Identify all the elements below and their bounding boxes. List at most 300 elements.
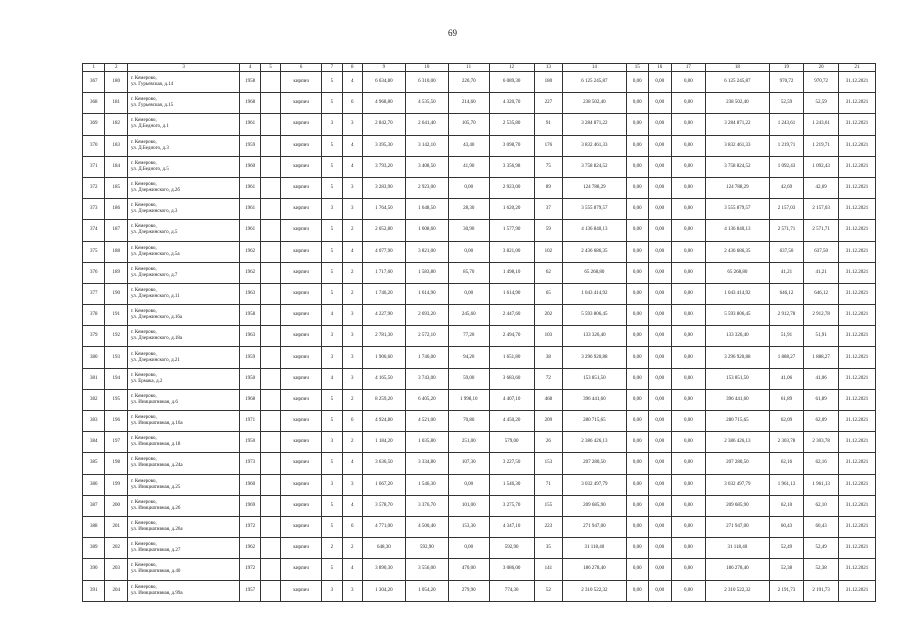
total-cost: 207 280,50 bbox=[706, 453, 769, 474]
row-index: 383 bbox=[83, 411, 105, 432]
build-year: 1968 bbox=[240, 389, 260, 410]
cost-col-16: 0,00 bbox=[649, 559, 671, 580]
row-index: 367 bbox=[83, 72, 105, 93]
table-row bbox=[83, 368, 876, 389]
entrances-count: 3 bbox=[342, 305, 362, 326]
deadline-date: 31.12.2021 bbox=[839, 93, 876, 114]
address-street: ул. Дзержинского, д.3 bbox=[130, 209, 178, 215]
total-cost: 3 284 871,22 bbox=[706, 114, 769, 135]
cost-col-17: 0,00 bbox=[671, 347, 706, 368]
nonresidential-area: 85,70 bbox=[448, 262, 489, 283]
premises-area: 4 500,40 bbox=[405, 516, 448, 537]
unit-cost: 41,06 bbox=[769, 368, 804, 389]
column-number-header: 12 bbox=[489, 64, 534, 72]
premises-area: 6 310,00 bbox=[405, 72, 448, 93]
residential-area: 2 494,70 bbox=[489, 326, 534, 347]
address-street: ул. Гурьевская, д.14 bbox=[130, 82, 174, 88]
table-row bbox=[83, 580, 876, 601]
max-unit-cost: 51,91 bbox=[804, 326, 839, 347]
residents-count: 26 bbox=[534, 432, 563, 453]
build-year: 1963 bbox=[240, 283, 260, 304]
build-year: 1971 bbox=[240, 411, 260, 432]
wall-material: кирпич bbox=[281, 432, 322, 453]
entrances-count: 2 bbox=[342, 283, 362, 304]
nonresidential-area: 1 998,10 bbox=[448, 389, 489, 410]
deadline-date: 31.12.2021 bbox=[839, 495, 876, 516]
repair-cost: 238 502,40 bbox=[563, 93, 626, 114]
residential-area: 2 923,00 bbox=[489, 177, 534, 198]
table-row bbox=[83, 135, 876, 156]
entrances-count: 3 bbox=[342, 474, 362, 495]
column-number-header: 7 bbox=[322, 64, 342, 72]
unit-cost: 42,69 bbox=[769, 177, 804, 198]
cost-col-17: 0,00 bbox=[671, 516, 706, 537]
total-cost: 31 118,40 bbox=[706, 538, 769, 559]
premises-area: 3 376,70 bbox=[405, 495, 448, 516]
address-city: г. Кемерово, bbox=[130, 563, 157, 569]
unit-cost: 1 961,13 bbox=[769, 474, 804, 495]
address-street: ул. Д.Бедного, д.3 bbox=[130, 145, 169, 151]
cost-col-16: 0,00 bbox=[649, 283, 671, 304]
cost-col-15: 0,00 bbox=[626, 177, 648, 198]
building-id: 187 bbox=[105, 220, 127, 241]
nonresidential-area: 94,20 bbox=[448, 347, 489, 368]
build-year: 1969 bbox=[240, 495, 260, 516]
building-id: 202 bbox=[105, 538, 127, 559]
residents-count: 223 bbox=[534, 516, 563, 537]
entrances-count: 3 bbox=[342, 199, 362, 220]
unit-cost: 51,91 bbox=[769, 326, 804, 347]
entrances-count: 2 bbox=[342, 432, 362, 453]
total-area: 3 890,30 bbox=[362, 559, 405, 580]
column-number-header: 13 bbox=[534, 64, 563, 72]
total-area: 1 746,20 bbox=[362, 283, 405, 304]
total-area: 4 968,80 bbox=[362, 93, 405, 114]
column-number-header: 1 bbox=[83, 64, 105, 72]
cost-col-15: 0,00 bbox=[626, 199, 648, 220]
deadline-date: 31.12.2021 bbox=[839, 453, 876, 474]
cost-col-17: 0,00 bbox=[671, 114, 706, 135]
residents-count: 180 bbox=[534, 72, 563, 93]
entrances-count: 3 bbox=[342, 114, 362, 135]
nonresidential-area: 0,00 bbox=[448, 474, 489, 495]
cost-col-17: 0,00 bbox=[671, 177, 706, 198]
repair-cost: 207 280,50 bbox=[563, 453, 626, 474]
address-cell bbox=[127, 347, 239, 368]
address-street: ул. Инициативная, д.40 bbox=[130, 569, 181, 575]
nonresidential-area: 214,60 bbox=[448, 93, 489, 114]
residential-area: 3 227,50 bbox=[489, 453, 534, 474]
total-area: 4 924,80 bbox=[362, 411, 405, 432]
row-index: 387 bbox=[83, 495, 105, 516]
cost-col-16: 0,00 bbox=[649, 220, 671, 241]
total-cost: 271 947,00 bbox=[706, 516, 769, 537]
total-area: 2 842,70 bbox=[362, 114, 405, 135]
deadline-date: 31.12.2021 bbox=[839, 326, 876, 347]
table-row bbox=[83, 93, 876, 114]
building-id: 192 bbox=[105, 326, 127, 347]
address-city: г. Кемерово, bbox=[130, 203, 157, 209]
blank-cell bbox=[260, 347, 280, 368]
residents-count: 62 bbox=[534, 262, 563, 283]
repair-cost: 1 043 414,92 bbox=[563, 283, 626, 304]
floors-count: 5 bbox=[322, 72, 342, 93]
total-area: 3 793,20 bbox=[362, 156, 405, 177]
entrances-count: 3 bbox=[342, 326, 362, 347]
build-year: 1962 bbox=[240, 262, 260, 283]
total-cost: 2 310 522,32 bbox=[706, 580, 769, 601]
address-cell bbox=[127, 368, 239, 389]
table-row bbox=[83, 411, 876, 432]
wall-material: кирпич bbox=[281, 156, 322, 177]
max-unit-cost: 2 912,78 bbox=[804, 305, 839, 326]
cost-col-15: 0,00 bbox=[626, 135, 648, 156]
repair-cost: 4 136 840,13 bbox=[563, 220, 626, 241]
entrances-count: 3 bbox=[342, 177, 362, 198]
cost-col-15: 0,00 bbox=[626, 580, 648, 601]
repair-cost: 65 268,80 bbox=[563, 262, 626, 283]
address-city: г. Кемерово, bbox=[130, 287, 157, 293]
nonresidential-area: 28,30 bbox=[448, 199, 489, 220]
wall-material: кирпич bbox=[281, 559, 322, 580]
deadline-date: 31.12.2021 bbox=[839, 283, 876, 304]
deadline-date: 31.12.2021 bbox=[839, 135, 876, 156]
address-cell bbox=[127, 432, 239, 453]
column-number-header: 11 bbox=[448, 64, 489, 72]
entrances-count: 3 bbox=[342, 347, 362, 368]
cost-col-15: 0,00 bbox=[626, 495, 648, 516]
premises-area: 1 648,50 bbox=[405, 199, 448, 220]
build-year: 1960 bbox=[240, 156, 260, 177]
floors-count: 5 bbox=[322, 453, 342, 474]
total-cost: 4 136 840,13 bbox=[706, 220, 769, 241]
address-cell bbox=[127, 241, 239, 262]
max-unit-cost: 2 303,78 bbox=[804, 432, 839, 453]
address-city: г. Кемерово, bbox=[130, 584, 157, 590]
premises-area: 1 035,80 bbox=[405, 432, 448, 453]
deadline-date: 31.12.2021 bbox=[839, 368, 876, 389]
residential-area: 3 683,60 bbox=[489, 368, 534, 389]
build-year: 1963 bbox=[240, 326, 260, 347]
build-year: 1950 bbox=[240, 432, 260, 453]
repair-cost: 5 593 806,45 bbox=[563, 305, 626, 326]
blank-cell bbox=[260, 495, 280, 516]
building-id: 189 bbox=[105, 262, 127, 283]
floors-count: 5 bbox=[322, 220, 342, 241]
deadline-date: 31.12.2021 bbox=[839, 347, 876, 368]
cost-col-16: 0,00 bbox=[649, 326, 671, 347]
address-city: г. Кемерово, bbox=[130, 224, 157, 230]
build-year: 1961 bbox=[240, 220, 260, 241]
total-cost: 3 032 497,79 bbox=[706, 474, 769, 495]
cost-col-16: 0,00 bbox=[649, 72, 671, 93]
address-street: ул. Инициативная, д.99а bbox=[130, 590, 183, 596]
entrances-count: 2 bbox=[342, 538, 362, 559]
table-row bbox=[83, 220, 876, 241]
repair-cost: 3 832 461,33 bbox=[563, 135, 626, 156]
cost-col-16: 0,00 bbox=[649, 580, 671, 601]
address-cell bbox=[127, 220, 239, 241]
entrances-count: 4 bbox=[342, 559, 362, 580]
address-street: ул. Дзержинского, д.16а bbox=[130, 315, 183, 321]
row-index: 389 bbox=[83, 538, 105, 559]
building-id: 200 bbox=[105, 495, 127, 516]
cost-col-17: 0,00 bbox=[671, 389, 706, 410]
residential-area: 4 320,70 bbox=[489, 93, 534, 114]
build-year: 1962 bbox=[240, 241, 260, 262]
floors-count: 5 bbox=[322, 156, 342, 177]
column-number-header: 10 bbox=[405, 64, 448, 72]
residents-count: 141 bbox=[534, 559, 563, 580]
address-cell bbox=[127, 495, 239, 516]
build-year: 1958 bbox=[240, 305, 260, 326]
total-area: 2 781,30 bbox=[362, 326, 405, 347]
floors-count: 3 bbox=[322, 347, 342, 368]
total-cost: 1 043 414,92 bbox=[706, 283, 769, 304]
address-street: ул. Дзержинского, д.7 bbox=[130, 272, 178, 278]
total-cost: 124 788,29 bbox=[706, 177, 769, 198]
building-id: 201 bbox=[105, 516, 127, 537]
cost-col-16: 0,00 bbox=[649, 538, 671, 559]
cost-col-16: 0,00 bbox=[649, 453, 671, 474]
building-id: 199 bbox=[105, 474, 127, 495]
nonresidential-area: 251,00 bbox=[448, 432, 489, 453]
table-row bbox=[83, 326, 876, 347]
cost-col-16: 0,00 bbox=[649, 114, 671, 135]
cost-col-17: 0,00 bbox=[671, 495, 706, 516]
floors-count: 2 bbox=[322, 538, 342, 559]
address-street: ул. Инициативная, д.27 bbox=[130, 548, 181, 554]
table-row bbox=[83, 559, 876, 580]
wall-material: кирпич bbox=[281, 199, 322, 220]
residents-count: 38 bbox=[534, 347, 563, 368]
address-street: ул. Ермака, д.2 bbox=[130, 378, 163, 384]
nonresidential-area: 0,00 bbox=[448, 283, 489, 304]
cost-col-16: 0,00 bbox=[649, 262, 671, 283]
build-year: 1957 bbox=[240, 580, 260, 601]
address-cell bbox=[127, 283, 239, 304]
table-row bbox=[83, 262, 876, 283]
address-cell bbox=[127, 156, 239, 177]
unit-cost: 1 888,27 bbox=[769, 347, 804, 368]
cost-col-16: 0,00 bbox=[649, 199, 671, 220]
cost-col-17: 0,00 bbox=[671, 559, 706, 580]
floors-count: 5 bbox=[322, 177, 342, 198]
total-area: 1 304,20 bbox=[362, 580, 405, 601]
cost-col-16: 0,00 bbox=[649, 93, 671, 114]
column-number-header: 20 bbox=[804, 64, 839, 72]
cost-col-15: 0,00 bbox=[626, 516, 648, 537]
column-number-header: 15 bbox=[626, 64, 648, 72]
deadline-date: 31.12.2021 bbox=[839, 411, 876, 432]
premises-area: 1 054,20 bbox=[405, 580, 448, 601]
unit-cost: 41,21 bbox=[769, 262, 804, 283]
wall-material: кирпич bbox=[281, 368, 322, 389]
address-street: ул. Дзержинского, д.5 bbox=[130, 230, 178, 236]
cost-col-17: 0,00 bbox=[671, 283, 706, 304]
unit-cost: 60,43 bbox=[769, 516, 804, 537]
max-unit-cost: 52,49 bbox=[804, 538, 839, 559]
blank-cell bbox=[260, 474, 280, 495]
total-cost: 2 386 426,13 bbox=[706, 432, 769, 453]
entrances-count: 2 bbox=[342, 262, 362, 283]
cost-col-16: 0,00 bbox=[649, 305, 671, 326]
deadline-date: 31.12.2021 bbox=[839, 114, 876, 135]
row-index: 368 bbox=[83, 93, 105, 114]
residential-area: 2 447,60 bbox=[489, 305, 534, 326]
cost-col-15: 0,00 bbox=[626, 326, 648, 347]
repair-cost: 3 284 871,22 bbox=[563, 114, 626, 135]
total-area: 4 077,90 bbox=[362, 241, 405, 262]
row-index: 378 bbox=[83, 305, 105, 326]
row-index: 376 bbox=[83, 262, 105, 283]
wall-material: кирпич bbox=[281, 93, 322, 114]
repair-cost: 280 715,65 bbox=[563, 411, 626, 432]
premises-area: 3 821,00 bbox=[405, 241, 448, 262]
deadline-date: 31.12.2021 bbox=[839, 241, 876, 262]
blank-cell bbox=[260, 538, 280, 559]
blank-cell bbox=[260, 262, 280, 283]
cost-col-17: 0,00 bbox=[671, 453, 706, 474]
address-city: г. Кемерово, bbox=[130, 436, 157, 442]
blank-cell bbox=[260, 432, 280, 453]
floors-count: 3 bbox=[322, 199, 342, 220]
total-area: 4 227,90 bbox=[362, 305, 405, 326]
address-cell bbox=[127, 199, 239, 220]
address-street: ул. Дзержинского, д.5а bbox=[130, 251, 180, 257]
column-number-header: 8 bbox=[342, 64, 362, 72]
total-cost: 133 326,40 bbox=[706, 326, 769, 347]
max-unit-cost: 62,16 bbox=[804, 453, 839, 474]
address-street: ул. Инициативная, д.24а bbox=[130, 463, 183, 469]
entrances-count: 3 bbox=[342, 580, 362, 601]
entrances-count: 4 bbox=[342, 241, 362, 262]
address-cell bbox=[127, 538, 239, 559]
total-area: 4 771,00 bbox=[362, 516, 405, 537]
total-cost: 186 278,40 bbox=[706, 559, 769, 580]
nonresidential-area: 220,70 bbox=[448, 72, 489, 93]
cost-col-17: 0,00 bbox=[671, 368, 706, 389]
address-city: г. Кемерово, bbox=[130, 182, 157, 188]
floors-count: 4 bbox=[322, 368, 342, 389]
cost-col-17: 0,00 bbox=[671, 220, 706, 241]
repair-cost: 153 851,50 bbox=[563, 368, 626, 389]
total-cost: 3 832 461,33 bbox=[706, 135, 769, 156]
building-id: 186 bbox=[105, 199, 127, 220]
total-area: 2 052,80 bbox=[362, 220, 405, 241]
blank-cell bbox=[260, 368, 280, 389]
build-year: 1960 bbox=[240, 474, 260, 495]
cost-col-15: 0,00 bbox=[626, 411, 648, 432]
residents-count: 153 bbox=[534, 453, 563, 474]
blank-cell bbox=[260, 389, 280, 410]
repair-cost: 271 947,00 bbox=[563, 516, 626, 537]
deadline-date: 31.12.2021 bbox=[839, 177, 876, 198]
deadline-date: 31.12.2021 bbox=[839, 156, 876, 177]
entrances-count: 3 bbox=[342, 368, 362, 389]
row-index: 377 bbox=[83, 283, 105, 304]
nonresidential-area: 59,00 bbox=[448, 368, 489, 389]
cost-col-15: 0,00 bbox=[626, 262, 648, 283]
nonresidential-area: 41,90 bbox=[448, 156, 489, 177]
premises-area: 2 923,00 bbox=[405, 177, 448, 198]
column-number-header: 2 bbox=[105, 64, 127, 72]
entrances-count: 6 bbox=[342, 411, 362, 432]
premises-area: 1 608,60 bbox=[405, 220, 448, 241]
unit-cost: 2 157,03 bbox=[769, 199, 804, 220]
nonresidential-area: 0,00 bbox=[448, 177, 489, 198]
deadline-date: 31.12.2021 bbox=[839, 389, 876, 410]
total-cost: 5 593 806,45 bbox=[706, 305, 769, 326]
entrances-count: 4 bbox=[342, 453, 362, 474]
premises-area: 3 743,00 bbox=[405, 368, 448, 389]
unit-cost: 2 191,73 bbox=[769, 580, 804, 601]
address-street: ул. Д.Бедного, д.5 bbox=[130, 166, 169, 172]
wall-material: кирпич bbox=[281, 262, 322, 283]
address-cell bbox=[127, 474, 239, 495]
total-area: 648,30 bbox=[362, 538, 405, 559]
premises-area: 1 583,80 bbox=[405, 262, 448, 283]
row-index: 369 bbox=[83, 114, 105, 135]
floors-count: 3 bbox=[322, 474, 342, 495]
table-row bbox=[83, 305, 876, 326]
building-id: 183 bbox=[105, 135, 127, 156]
nonresidential-area: 43,40 bbox=[448, 135, 489, 156]
build-year: 1958 bbox=[240, 72, 260, 93]
cost-col-15: 0,00 bbox=[626, 538, 648, 559]
cost-col-15: 0,00 bbox=[626, 93, 648, 114]
row-index: 371 bbox=[83, 156, 105, 177]
wall-material: кирпич bbox=[281, 538, 322, 559]
build-year: 1972 bbox=[240, 516, 260, 537]
address-street: ул. Дзержинского, д.18а bbox=[130, 336, 183, 342]
address-city: г. Кемерово, bbox=[130, 76, 157, 82]
floors-count: 3 bbox=[322, 432, 342, 453]
nonresidential-area: 245,60 bbox=[448, 305, 489, 326]
cost-col-17: 0,00 bbox=[671, 135, 706, 156]
residential-area: 1 577,90 bbox=[489, 220, 534, 241]
address-street: ул. Инициативная, д.25 bbox=[130, 484, 181, 490]
premises-area: 1 546,30 bbox=[405, 474, 448, 495]
premises-area: 1 614,90 bbox=[405, 283, 448, 304]
repair-cost: 3 758 824,52 bbox=[563, 156, 626, 177]
premises-area: 3 556,00 bbox=[405, 559, 448, 580]
nonresidential-area: 101,00 bbox=[448, 495, 489, 516]
column-number-header: 3 bbox=[127, 64, 239, 72]
cost-col-16: 0,00 bbox=[649, 368, 671, 389]
nonresidential-area: 470,00 bbox=[448, 559, 489, 580]
cost-col-16: 0,00 bbox=[649, 411, 671, 432]
residents-count: 209 bbox=[534, 411, 563, 432]
unit-cost: 2 571,71 bbox=[769, 220, 804, 241]
total-area: 1 717,60 bbox=[362, 262, 405, 283]
housing-registry-table bbox=[82, 63, 876, 602]
nonresidential-area: 0,00 bbox=[448, 538, 489, 559]
address-city: г. Кемерово, bbox=[130, 372, 157, 378]
wall-material: кирпич bbox=[281, 411, 322, 432]
cost-col-17: 0,00 bbox=[671, 411, 706, 432]
entrances-count: 6 bbox=[342, 516, 362, 537]
residential-area: 579,00 bbox=[489, 432, 534, 453]
address-city: г. Кемерово, bbox=[130, 351, 157, 357]
row-index: 372 bbox=[83, 177, 105, 198]
total-cost: 209 685,90 bbox=[706, 495, 769, 516]
floors-count: 5 bbox=[322, 559, 342, 580]
entrances-count: 6 bbox=[342, 93, 362, 114]
building-id: 182 bbox=[105, 114, 127, 135]
blank-cell bbox=[260, 559, 280, 580]
residents-count: 52 bbox=[534, 580, 563, 601]
